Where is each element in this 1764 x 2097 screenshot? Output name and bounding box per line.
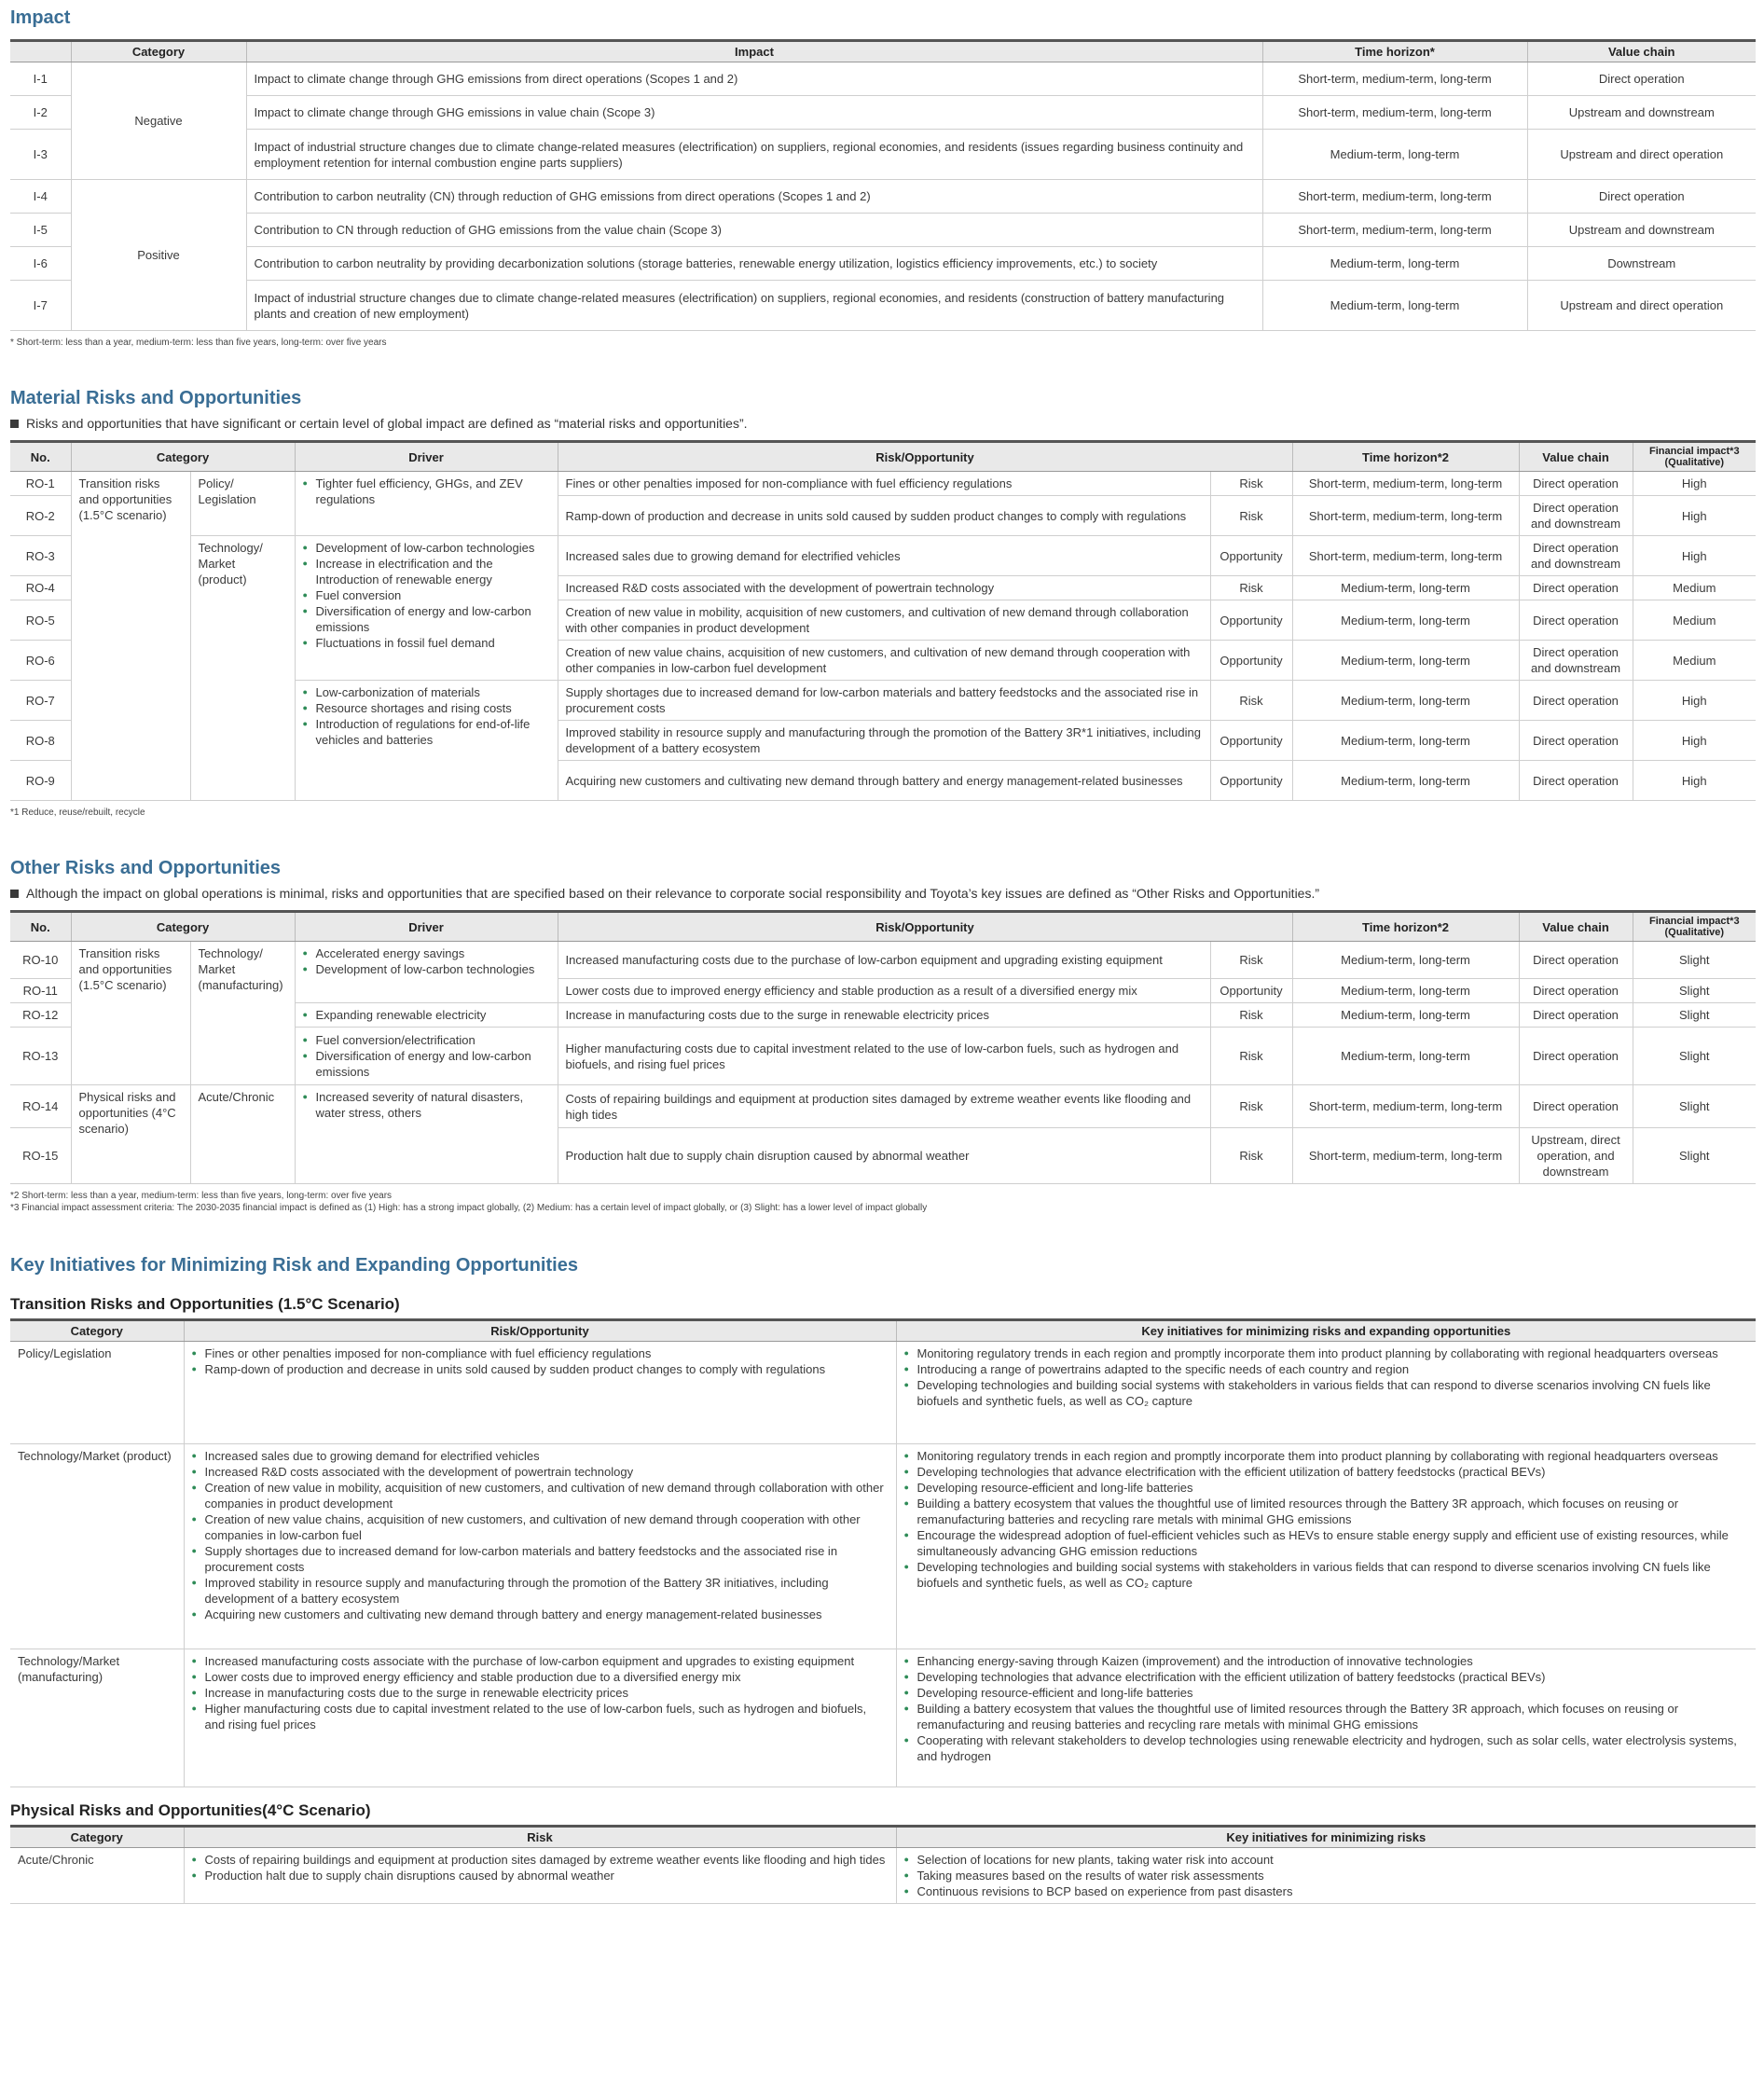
row-no: RO-12 (10, 1003, 71, 1028)
ro-desc: Increased R&D costs associated with the development of powertrain technology (558, 576, 1210, 600)
other-footnote-2: *3 Financial impact assessment criteria: The 2030-2035 financial impact is defined as (1) High: has a strong impact globally, (2) Medium: has a certain level of impact globally, or (3) Slight: has a lower level of impact globally (10, 1203, 928, 1213)
material-table (10, 440, 1756, 801)
value-chain: Downstream (1527, 247, 1756, 281)
list-item: ● Encourage the widespread adoption of fuel-efficient vehicles such as HEVs to ensure stable energy supply and efficient use of existing resources, while simultaneously advancing GHG emission reductions (904, 1527, 1749, 1559)
ro-desc: Higher manufacturing costs due to capital investment related to the use of low-carbon fuels, such as hydrogen and biofuels, and rising fuel prices (558, 1028, 1210, 1085)
financial-impact: High (1633, 472, 1756, 496)
table-row (10, 214, 1756, 247)
driver-list-3 (303, 684, 550, 748)
ro-desc: Ramp-down of production and decrease in units sold caused by sudden product changes to comply with regulations (558, 496, 1210, 536)
header-initiatives: Key initiatives for minimizing risks (896, 1827, 1756, 1848)
header-risk: Risk (184, 1827, 896, 1848)
value-chain: Direct operation (1519, 1028, 1633, 1085)
value-chain: Upstream and downstream (1527, 214, 1756, 247)
physical-title: Physical Risks and Opportunities(4°C Scenario) (10, 1801, 371, 1819)
impact-header-category: Category (71, 41, 246, 62)
list-item: ● Diversification of energy and low-carbon emissions (303, 1048, 550, 1080)
value-chain: Upstream and downstream (1527, 96, 1756, 130)
impact-header-id (10, 41, 71, 62)
category-positive: Positive (71, 180, 246, 331)
initiatives-cell (896, 1848, 1756, 1904)
header-risk-opportunity: Risk/Opportunity (184, 1320, 896, 1342)
subcategory-technology: Technology/ Market (product) (190, 536, 295, 801)
value-chain: Direct operation (1527, 62, 1756, 96)
impact-text: Impact of industrial structure changes due to climate change-related measures (electrification) on suppliers, regional economies, and residents (issues regarding business continuity and employment retention for internal combustion engine parts suppliers) (246, 130, 1262, 180)
time-horizon: Medium-term, long-term (1292, 721, 1519, 761)
value-chain: Direct operation (1519, 1085, 1633, 1128)
table-row (10, 1085, 1756, 1128)
time-horizon: Medium-term, long-term (1262, 281, 1527, 331)
ro-type: Opportunity (1210, 979, 1292, 1003)
value-chain: Direct operation (1519, 472, 1633, 496)
other-table (10, 910, 1756, 1184)
ro-desc: Costs of repairing buildings and equipment at production sites damaged by extreme weather events like flooding and high tides (558, 1085, 1210, 1128)
ro-cell (184, 1342, 896, 1444)
impact-text: Impact to climate change through GHG emissions from direct operations (Scopes 1 and 2) (246, 62, 1262, 96)
impact-header-value-chain: Value chain (1527, 41, 1756, 62)
row-no: RO-10 (10, 942, 71, 979)
initiatives-list (904, 1448, 1749, 1591)
ro-type: Opportunity (1210, 761, 1292, 801)
driver-cell (295, 1085, 558, 1184)
row-no: RO-15 (10, 1128, 71, 1184)
initiatives-cell (896, 1342, 1756, 1444)
list-item: ● Continuous revisions to BCP based on experience from past disasters (904, 1883, 1749, 1899)
time-horizon: Medium-term, long-term (1292, 942, 1519, 979)
initiatives-list (904, 1852, 1749, 1899)
row-no: RO-7 (10, 681, 71, 721)
value-chain: Upstream and direct operation (1527, 130, 1756, 180)
risk-cell (184, 1848, 896, 1904)
material-intro (10, 416, 1755, 431)
other-intro-text: Although the impact on global operations is minimal, risks and opportunities that are specified based on their relevance to corporate social responsibility and Toyota’s key issues are defined as “Other Risks and Opportunities.” (26, 886, 1320, 901)
list-item: ● Selection of locations for new plants, taking water risk into account (904, 1852, 1749, 1868)
impact-header-row (10, 41, 1756, 62)
time-horizon: Medium-term, long-term (1292, 1003, 1519, 1028)
financial-impact: Slight (1633, 1003, 1756, 1028)
list-item: ● Enhancing energy-saving through Kaizen (improvement) and the introduction of innovative technologies (904, 1653, 1749, 1669)
ro-desc: Supply shortages due to increased demand for low-carbon materials and battery feedstocks and the associated rise in procurement costs (558, 681, 1210, 721)
list-item: ● Low-carbonization of materials (303, 684, 550, 700)
ro-type: Opportunity (1210, 536, 1292, 576)
list-item: ● Tighter fuel efficiency, GHGs, and ZEV regulations (303, 476, 550, 507)
ro-type: Opportunity (1210, 600, 1292, 641)
other-footnote-1: *2 Short-term: less than a year, medium-term: less than five years, long-term: over five years (10, 1191, 393, 1201)
value-chain: Direct operation (1519, 942, 1633, 979)
time-horizon: Medium-term, long-term (1262, 130, 1527, 180)
list-item: ● Fuel conversion/electrification (303, 1032, 550, 1048)
impact-text: Impact to climate change through GHG emissions in value chain (Scope 3) (246, 96, 1262, 130)
ro-desc: Creation of new value chains, acquisition of new customers, and cultivation of new demand through cooperation with other companies in low-carbon fuel development (558, 641, 1210, 681)
ro-type: Risk (1210, 496, 1292, 536)
table-row (10, 1342, 1756, 1444)
physical-table (10, 1825, 1756, 1904)
list-item: ● Fluctuations in fossil fuel demand (303, 635, 550, 651)
financial-impact: High (1633, 536, 1756, 576)
ro-cell (184, 1444, 896, 1649)
ro-type: Risk (1210, 1085, 1292, 1128)
other-intro (10, 886, 1755, 901)
ro-desc: Increased manufacturing costs due to the purchase of low-carbon equipment and upgrading existing equipment (558, 942, 1210, 979)
header-time: Time horizon*2 (1292, 442, 1519, 472)
list-item: ● Developing technologies that advance electrification with the efficient utilization of battery feedstocks (practical BEVs) (904, 1669, 1749, 1685)
header-category: Category (10, 1827, 184, 1848)
category-transition: Transition risks and opportunities (1.5°C scenario) (71, 942, 190, 1085)
driver-list-2 (303, 540, 550, 651)
header-risk-opportunity: Risk/Opportunity (558, 912, 1292, 942)
transition-title: Transition Risks and Opportunities (1.5°C Scenario) (10, 1295, 400, 1313)
driver-cell (295, 681, 558, 801)
driver-list-1 (303, 945, 550, 977)
list-item: ● Expanding renewable electricity (303, 1007, 550, 1023)
table-row (10, 130, 1756, 180)
table-row (10, 942, 1756, 979)
row-id: I-6 (10, 247, 71, 281)
driver-cell (295, 942, 558, 1003)
financial-impact: High (1633, 496, 1756, 536)
category-cell: Policy/Legislation (10, 1342, 184, 1444)
time-horizon: Short-term, medium-term, long-term (1262, 214, 1527, 247)
header-category: Category (71, 912, 295, 942)
impact-title: Impact (10, 7, 71, 28)
time-horizon: Medium-term, long-term (1262, 247, 1527, 281)
value-chain: Direct operation and downstream (1519, 496, 1633, 536)
time-horizon: Medium-term, long-term (1292, 979, 1519, 1003)
list-item: ● Developing resource-efficient and long-life batteries (904, 1685, 1749, 1701)
category-cell: Technology/Market (manufacturing) (10, 1649, 184, 1787)
header-category: Category (71, 442, 295, 472)
driver-cell (295, 536, 558, 681)
ro-type: Opportunity (1210, 721, 1292, 761)
row-id: I-3 (10, 130, 71, 180)
driver-cell (295, 1028, 558, 1085)
category-negative: Negative (71, 62, 246, 180)
key-title: Key Initiatives for Minimizing Risk and Expanding Opportunities (10, 1255, 578, 1276)
ro-type: Risk (1210, 472, 1292, 496)
time-horizon: Short-term, medium-term, long-term (1292, 472, 1519, 496)
list-item: ● Increased severity of natural disasters, water stress, others (303, 1089, 550, 1121)
value-chain: Direct operation and downstream (1519, 641, 1633, 681)
financial-impact: Slight (1633, 1085, 1756, 1128)
initiatives-list (904, 1345, 1749, 1409)
list-item: ● Creation of new value chains, acquisition of new customers, and cultivation of new demand through cooperation with other companies in low-carbon fuel (192, 1511, 889, 1543)
value-chain: Upstream and direct operation (1527, 281, 1756, 331)
list-item: ● Increased manufacturing costs associate with the purchase of low-carbon equipment and upgrades to existing equipment (192, 1653, 889, 1669)
row-no: RO-3 (10, 536, 71, 576)
list-item: ● Developing technologies and building social systems with stakeholders in various fields that can respond to diverse scenarios involving CN fuels like biofuels and synthetic fuels, as well as CO₂ capture (904, 1377, 1749, 1409)
header-category: Category (10, 1320, 184, 1342)
time-horizon: Short-term, medium-term, long-term (1292, 1128, 1519, 1184)
row-no: RO-5 (10, 600, 71, 641)
ro-list (192, 1345, 889, 1377)
time-horizon: Short-term, medium-term, long-term (1262, 62, 1527, 96)
list-item: ● Building a battery ecosystem that values the thoughtful use of limited resources through the Battery 3R approach, which focuses on reusing or remanufacturing batteries and recycling rare metals with minimal GHG emissions (904, 1496, 1749, 1527)
physical-header-row (10, 1827, 1756, 1848)
row-id: I-1 (10, 62, 71, 96)
time-horizon: Medium-term, long-term (1292, 600, 1519, 641)
row-no: RO-4 (10, 576, 71, 600)
list-item: ● Production halt due to supply chain disruptions caused by abnormal weather (192, 1868, 889, 1883)
list-item: ● Introducing a range of powertrains adapted to the specific needs of each country and region (904, 1361, 1749, 1377)
table-row (10, 1848, 1756, 1904)
row-no: RO-14 (10, 1085, 71, 1128)
ro-desc: Fines or other penalties imposed for non-compliance with fuel efficiency regulations (558, 472, 1210, 496)
table-row (10, 62, 1756, 96)
financial-impact: Slight (1633, 1128, 1756, 1184)
table-row (10, 536, 1756, 576)
impact-header-impact: Impact (246, 41, 1262, 62)
ro-type: Risk (1210, 1003, 1292, 1028)
subcategory-policy: Policy/ Legislation (190, 472, 295, 536)
financial-impact: Slight (1633, 1028, 1756, 1085)
list-item: ● Development of low-carbon technologies (303, 961, 550, 977)
header-no: No. (10, 442, 71, 472)
ro-desc: Creation of new value in mobility, acquisition of new customers, and cultivation of new demand through collaboration with other companies in product development (558, 600, 1210, 641)
subcategory-acute-chronic: Acute/Chronic (190, 1085, 295, 1184)
time-horizon: Medium-term, long-term (1292, 761, 1519, 801)
list-item: ● Ramp-down of production and decrease in units sold caused by sudden product changes to comply with regulations (192, 1361, 889, 1377)
bullet-square-icon (10, 420, 19, 428)
table-row (10, 1444, 1756, 1649)
ro-type: Risk (1210, 942, 1292, 979)
header-driver: Driver (295, 442, 558, 472)
other-title: Other Risks and Opportunities (10, 858, 282, 878)
material-intro-text: Risks and opportunities that have significant or certain level of global impact are defined as “material risks and opportunities”. (26, 416, 748, 431)
list-item: ● Developing technologies that advance electrification with the efficient utilization of battery feedstocks (practical BEVs) (904, 1464, 1749, 1480)
header-time: Time horizon*2 (1292, 912, 1519, 942)
row-id: I-7 (10, 281, 71, 331)
value-chain: Direct operation (1519, 761, 1633, 801)
financial-impact: High (1633, 681, 1756, 721)
table-row (10, 281, 1756, 331)
value-chain: Direct operation (1519, 721, 1633, 761)
time-horizon: Short-term, medium-term, long-term (1292, 1085, 1519, 1128)
list-item: ● Monitoring regulatory trends in each region and promptly incorporate them into product planning by collaborating with regional headquarters overseas (904, 1448, 1749, 1464)
ro-desc: Production halt due to supply chain disruption caused by abnormal weather (558, 1128, 1210, 1184)
transition-table (10, 1318, 1756, 1787)
ro-desc: Lower costs due to improved energy efficiency and stable production as a result of a diversified energy mix (558, 979, 1210, 1003)
list-item: ● Costs of repairing buildings and equipment at production sites damaged by extreme weather events like flooding and high tides (192, 1852, 889, 1868)
time-horizon: Medium-term, long-term (1292, 681, 1519, 721)
row-no: RO-6 (10, 641, 71, 681)
bullet-square-icon (10, 890, 19, 898)
initiatives-cell (896, 1649, 1756, 1787)
impact-text: Contribution to carbon neutrality (CN) through reduction of GHG emissions from direct operations (Scopes 1 and 2) (246, 180, 1262, 214)
time-horizon: Short-term, medium-term, long-term (1262, 96, 1527, 130)
row-no: RO-13 (10, 1028, 71, 1085)
list-item: ● Increased R&D costs associated with the development of powertrain technology (192, 1464, 889, 1480)
list-item: ● Developing resource-efficient and long-life batteries (904, 1480, 1749, 1496)
ro-cell (184, 1649, 896, 1787)
header-risk-opportunity: Risk/Opportunity (558, 442, 1292, 472)
list-item: ● Creation of new value in mobility, acquisition of new customers, and cultivation of new demand through collaboration with other companies in product development (192, 1480, 889, 1511)
list-item: ● Lower costs due to improved energy efficiency and stable production due to a diversified energy mix (192, 1669, 889, 1685)
ro-desc: Acquiring new customers and cultivating new demand through battery and energy management-related businesses (558, 761, 1210, 801)
driver-list-1 (303, 476, 550, 507)
header-initiatives: Key initiatives for minimizing risks and expanding opportunities (896, 1320, 1756, 1342)
ro-type: Risk (1210, 681, 1292, 721)
other-header-row (10, 912, 1756, 942)
financial-impact: Medium (1633, 600, 1756, 641)
financial-impact: High (1633, 761, 1756, 801)
driver-cell (295, 472, 558, 536)
row-no: RO-9 (10, 761, 71, 801)
category-physical: Physical risks and opportunities (4°C scenario) (71, 1085, 190, 1184)
table-row (10, 472, 1756, 496)
ro-type: Risk (1210, 1128, 1292, 1184)
header-financial: Financial impact*3 (Qualitative) (1633, 912, 1756, 942)
row-id: I-2 (10, 96, 71, 130)
ro-desc: Increased sales due to growing demand for electrified vehicles (558, 536, 1210, 576)
header-financial: Financial impact*3 (Qualitative) (1633, 442, 1756, 472)
list-item: ● Development of low-carbon technologies (303, 540, 550, 556)
ro-desc: Improved stability in resource supply and manufacturing through the promotion of the Battery 3R*1 initiatives, including development of a battery ecosystem (558, 721, 1210, 761)
subcategory-technology-manufacturing: Technology/ Market (manufacturing) (190, 942, 295, 1085)
value-chain: Direct operation (1519, 600, 1633, 641)
table-row (10, 180, 1756, 214)
impact-text: Contribution to CN through reduction of GHG emissions from the value chain (Scope 3) (246, 214, 1262, 247)
initiatives-list (904, 1653, 1749, 1764)
list-item: ● Fines or other penalties imposed for non-compliance with fuel efficiency regulations (192, 1345, 889, 1361)
driver-list-2 (303, 1007, 550, 1023)
material-footnote: *1 Reduce, reuse/rebuilt, recycle (10, 807, 145, 818)
header-no: No. (10, 912, 71, 942)
time-horizon: Medium-term, long-term (1292, 576, 1519, 600)
list-item: ● Diversification of energy and low-carbon emissions (303, 603, 550, 635)
value-chain: Direct operation and downstream (1519, 536, 1633, 576)
list-item: ● Taking measures based on the results of water risk assessments (904, 1868, 1749, 1883)
material-header-row (10, 442, 1756, 472)
time-horizon: Short-term, medium-term, long-term (1262, 180, 1527, 214)
financial-impact: Medium (1633, 641, 1756, 681)
material-title: Material Risks and Opportunities (10, 388, 302, 408)
list-item: ● Monitoring regulatory trends in each region and promptly incorporate them into product planning by collaborating with regional headquarters overseas (904, 1345, 1749, 1361)
time-horizon: Short-term, medium-term, long-term (1292, 496, 1519, 536)
financial-impact: Medium (1633, 576, 1756, 600)
impact-header-time: Time horizon* (1262, 41, 1527, 62)
ro-desc: Increase in manufacturing costs due to the surge in renewable electricity prices (558, 1003, 1210, 1028)
initiatives-cell (896, 1444, 1756, 1649)
transition-header-row (10, 1320, 1756, 1342)
list-item: ● Supply shortages due to increased demand for low-carbon materials and battery feedstocks and the associated rise in procurement costs (192, 1543, 889, 1575)
impact-text: Contribution to carbon neutrality by providing decarbonization solutions (storage batteries, renewable energy utilization, logistics efficiency improvements, etc.) to society (246, 247, 1262, 281)
list-item: ● Increased sales due to growing demand for electrified vehicles (192, 1448, 889, 1464)
list-item: ● Accelerated energy savings (303, 945, 550, 961)
driver-cell (295, 1003, 558, 1028)
value-chain: Direct operation (1519, 979, 1633, 1003)
header-value-chain: Value chain (1519, 912, 1633, 942)
list-item: ● Improved stability in resource supply and manufacturing through the promotion of the Battery 3R initiatives, including development of a battery ecosystem (192, 1575, 889, 1607)
row-no: RO-2 (10, 496, 71, 536)
table-row (10, 247, 1756, 281)
financial-impact: Slight (1633, 979, 1756, 1003)
table-row (10, 1649, 1756, 1787)
list-item: ● Developing technologies and building social systems with stakeholders in various fields that can respond to diverse scenarios involving CN fuels like biofuels and synthetic fuels, as well as CO₂ capture (904, 1559, 1749, 1591)
list-item: ● Acquiring new customers and cultivating new demand through battery and energy management-related businesses (192, 1607, 889, 1622)
ro-type: Risk (1210, 1028, 1292, 1085)
ro-list (192, 1653, 889, 1732)
list-item: ● Increase in electrification and the Introduction of renewable energy (303, 556, 550, 587)
row-no: RO-8 (10, 721, 71, 761)
category-cell: Acute/Chronic (10, 1848, 184, 1904)
driver-list-3 (303, 1032, 550, 1080)
value-chain: Direct operation (1519, 1003, 1633, 1028)
impact-text: Impact of industrial structure changes due to climate change-related measures (electrification) on suppliers, regional economies, and residents (construction of battery manufacturing plants and creation of new employment) (246, 281, 1262, 331)
impact-table (10, 39, 1756, 331)
time-horizon: Short-term, medium-term, long-term (1292, 536, 1519, 576)
financial-impact: Slight (1633, 942, 1756, 979)
ro-list (192, 1448, 889, 1622)
driver-list-4 (303, 1089, 550, 1121)
list-item: ● Introduction of regulations for end-of-life vehicles and batteries (303, 716, 550, 748)
table-row (10, 96, 1756, 130)
ro-type: Risk (1210, 576, 1292, 600)
financial-impact: High (1633, 721, 1756, 761)
time-horizon: Medium-term, long-term (1292, 641, 1519, 681)
risk-list (192, 1852, 889, 1883)
value-chain: Upstream, direct operation, and downstream (1519, 1128, 1633, 1184)
list-item: ● Increase in manufacturing costs due to the surge in renewable electricity prices (192, 1685, 889, 1701)
row-no: RO-1 (10, 472, 71, 496)
category-transition: Transition risks and opportunities (1.5°C scenario) (71, 472, 190, 801)
list-item: ● Cooperating with relevant stakeholders to develop technologies using renewable electricity and hydrogen, such as solar cells, water electrolysis systems, and hydrogen (904, 1732, 1749, 1764)
ro-type: Opportunity (1210, 641, 1292, 681)
value-chain: Direct operation (1519, 681, 1633, 721)
row-id: I-5 (10, 214, 71, 247)
row-no: RO-11 (10, 979, 71, 1003)
value-chain: Direct operation (1519, 576, 1633, 600)
list-item: ● Building a battery ecosystem that values the thoughtful use of limited resources through the Battery 3R approach, which focuses on reusing or remanufacturing and reusing batteries and recycling rare metals with minimal GHG emissions (904, 1701, 1749, 1732)
header-value-chain: Value chain (1519, 442, 1633, 472)
list-item: ● Resource shortages and rising costs (303, 700, 550, 716)
header-driver: Driver (295, 912, 558, 942)
list-item: ● Higher manufacturing costs due to capital investment related to the use of low-carbon fuels, such as hydrogen and biofuels, and rising fuel prices (192, 1701, 889, 1732)
time-horizon: Medium-term, long-term (1292, 1028, 1519, 1085)
impact-footnote: * Short-term: less than a year, medium-term: less than five years, long-term: over five years (10, 338, 387, 348)
row-id: I-4 (10, 180, 71, 214)
value-chain: Direct operation (1527, 180, 1756, 214)
category-cell: Technology/Market (product) (10, 1444, 184, 1649)
list-item: ● Fuel conversion (303, 587, 550, 603)
